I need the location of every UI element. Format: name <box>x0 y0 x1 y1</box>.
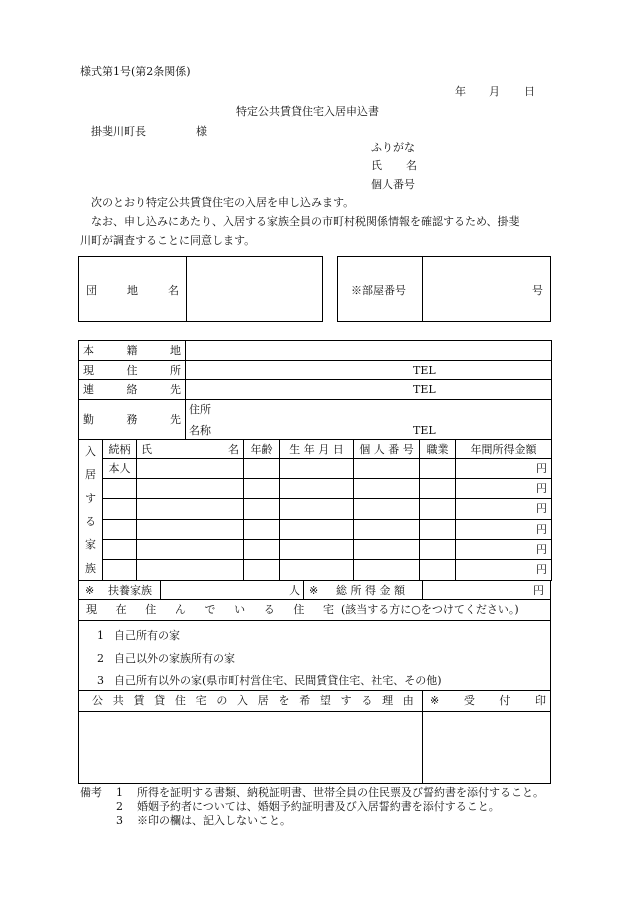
income-cell[interactable]: 円 <box>456 479 552 499</box>
addressee-name: 掛斐川町長 <box>91 125 146 138</box>
job-cell[interactable] <box>420 519 456 539</box>
current-housing-section <box>78 599 551 691</box>
family-row-5 <box>79 539 552 559</box>
work-row <box>79 400 552 440</box>
room-number-label: ※部屋番号 <box>351 284 406 297</box>
age-cell[interactable] <box>244 519 280 539</box>
family-row-2 <box>79 479 552 499</box>
family-row-4 <box>79 519 552 539</box>
address-row <box>79 361 552 380</box>
birth-cell[interactable] <box>280 479 354 499</box>
total-income-yen: 円 <box>533 584 544 597</box>
family-side-label: 入 居 す る 家 族 <box>85 445 96 575</box>
relation-cell[interactable] <box>103 479 137 499</box>
applicant-furigana-label: ふりがな <box>371 141 415 154</box>
header-income: 年間所得金額 <box>456 440 552 459</box>
income-cell[interactable]: 円 <box>456 539 552 559</box>
id-cell[interactable] <box>354 459 420 479</box>
birth-cell[interactable] <box>280 559 354 580</box>
date-year: 年 <box>455 85 466 98</box>
relation-cell[interactable] <box>103 499 137 519</box>
income-cell[interactable]: 円 <box>456 519 552 539</box>
job-cell[interactable] <box>420 459 456 479</box>
contact-label: 連 絡 先 <box>83 383 181 396</box>
honseki-label: 本 籍 地 <box>83 344 181 357</box>
id-cell[interactable] <box>354 499 420 519</box>
reason-input-area[interactable] <box>79 712 422 783</box>
dependents-row <box>78 580 551 600</box>
header-name: 氏 名 <box>141 442 239 456</box>
contact-tel-label: TEL <box>413 383 436 396</box>
intro-line-3: 川町が調査することに同意します。 <box>80 234 256 247</box>
name-cell[interactable] <box>137 499 244 519</box>
id-cell[interactable] <box>354 559 420 580</box>
id-cell[interactable] <box>354 539 420 559</box>
contact-row <box>79 380 552 400</box>
addressee-honorific: 様 <box>196 125 207 138</box>
family-row-6 <box>79 559 552 580</box>
receipt-stamp-area <box>423 712 550 783</box>
current-housing-title: 現 在 住 ん で い る 住 宅 <box>86 603 334 616</box>
date-day: 日 <box>524 85 535 98</box>
applicant-id-label: 個人番号 <box>371 178 415 191</box>
reason-title: 公 共 賃 貸 住 宅 の 入 居 を 希 望 す る 理 由 <box>92 694 414 707</box>
header-job: 職業 <box>420 440 456 459</box>
job-cell[interactable] <box>420 479 456 499</box>
age-cell[interactable] <box>244 499 280 519</box>
name-cell[interactable] <box>137 459 244 479</box>
receipt-stamp-label: ※ 受 付 印 <box>430 694 546 707</box>
name-cell[interactable] <box>137 539 244 559</box>
birth-cell[interactable] <box>280 459 354 479</box>
honseki-row <box>79 341 552 361</box>
page-title: 特定公共賃貸住宅入居申込書 <box>236 105 379 118</box>
dependents-label: 扶養家族 <box>108 584 152 597</box>
note-3: 3 ※印の欄は、記入しないこと。 <box>116 814 291 827</box>
income-cell[interactable]: 円 <box>456 499 552 519</box>
housing-option-2[interactable]: 2 自己以外の家族所有の家 <box>97 652 235 665</box>
work-address-label: 住所 <box>189 403 211 416</box>
family-row-3 <box>79 499 552 519</box>
dependents-unit: 人 <box>289 584 300 597</box>
work-label: 勤 務 先 <box>83 413 181 426</box>
name-cell[interactable] <box>137 559 244 580</box>
income-cell[interactable]: 円 <box>456 559 552 580</box>
intro-line-2: なお、申し込みにあたり、入居する家族全員の市町村税関係情報を確認するため、掛斐 <box>91 215 520 228</box>
notes-label: 備考 <box>80 786 102 799</box>
honseki-field[interactable] <box>186 341 552 361</box>
intro-line-1: 次のとおり特定公共賃貸住宅の入居を申し込みます。 <box>91 196 355 209</box>
contact-field[interactable] <box>186 380 552 400</box>
header-birth: 生 年 月 日 <box>280 440 354 459</box>
birth-cell[interactable] <box>280 519 354 539</box>
age-cell[interactable] <box>244 539 280 559</box>
relation-cell[interactable] <box>103 519 137 539</box>
name-cell[interactable] <box>137 479 244 499</box>
housing-option-1[interactable]: 1 自己所有の家 <box>97 629 180 642</box>
age-cell[interactable] <box>244 459 280 479</box>
header-relation: 続柄 <box>103 440 137 459</box>
reason-section <box>78 690 551 784</box>
note-1: 1 所得を証明する書類、納税証明書、世帯全員の住民票及び誓約書を添付すること。 <box>116 786 544 799</box>
total-income-mark: ※ <box>309 584 319 597</box>
address-tel-label: TEL <box>413 364 436 377</box>
complex-name-box <box>78 256 323 322</box>
age-cell[interactable] <box>244 479 280 499</box>
family-table <box>78 340 552 581</box>
name-cell[interactable] <box>137 519 244 539</box>
birth-cell[interactable] <box>280 539 354 559</box>
job-cell[interactable] <box>420 539 456 559</box>
form-number: 様式第1号(第2条関係) <box>80 65 191 78</box>
family-row-1 <box>79 459 552 479</box>
header-age: 年齢 <box>244 440 280 459</box>
address-label: 現 住 所 <box>83 363 181 377</box>
id-cell[interactable] <box>354 479 420 499</box>
housing-option-3[interactable]: 3 自己所有以外の家(県市町村営住宅、民間賃貸住宅、社宅、その他) <box>97 674 442 687</box>
work-name-label: 名称 <box>189 424 211 437</box>
applicant-name-label: 氏 名 <box>371 159 417 172</box>
total-income-label: 総 所 得 金 額 <box>336 584 405 597</box>
relation-self: 本人 <box>103 459 137 479</box>
address-field[interactable] <box>186 361 552 380</box>
header-id: 個 人 番 号 <box>354 440 420 459</box>
family-header-row <box>79 440 552 459</box>
work-field[interactable] <box>186 400 552 440</box>
room-number-box <box>337 256 551 322</box>
relation-cell[interactable] <box>103 539 137 559</box>
id-cell[interactable] <box>354 519 420 539</box>
note-2: 2 婚姻予約者については、婚姻予約証明書及び入居誓約書を添付すること。 <box>116 800 500 813</box>
current-housing-note: (該当する方に○をつけてください。) <box>341 603 519 616</box>
dependents-mark: ※ <box>85 584 95 597</box>
age-cell[interactable] <box>244 559 280 580</box>
job-cell[interactable] <box>420 559 456 580</box>
date-month: 月 <box>489 85 500 98</box>
room-number-unit: 号 <box>532 284 543 297</box>
relation-cell[interactable] <box>103 559 137 580</box>
work-tel-label: TEL <box>413 424 436 437</box>
birth-cell[interactable] <box>280 499 354 519</box>
income-cell[interactable]: 円 <box>456 459 552 479</box>
job-cell[interactable] <box>420 499 456 519</box>
complex-name-label: 団 地 名 <box>86 284 179 297</box>
